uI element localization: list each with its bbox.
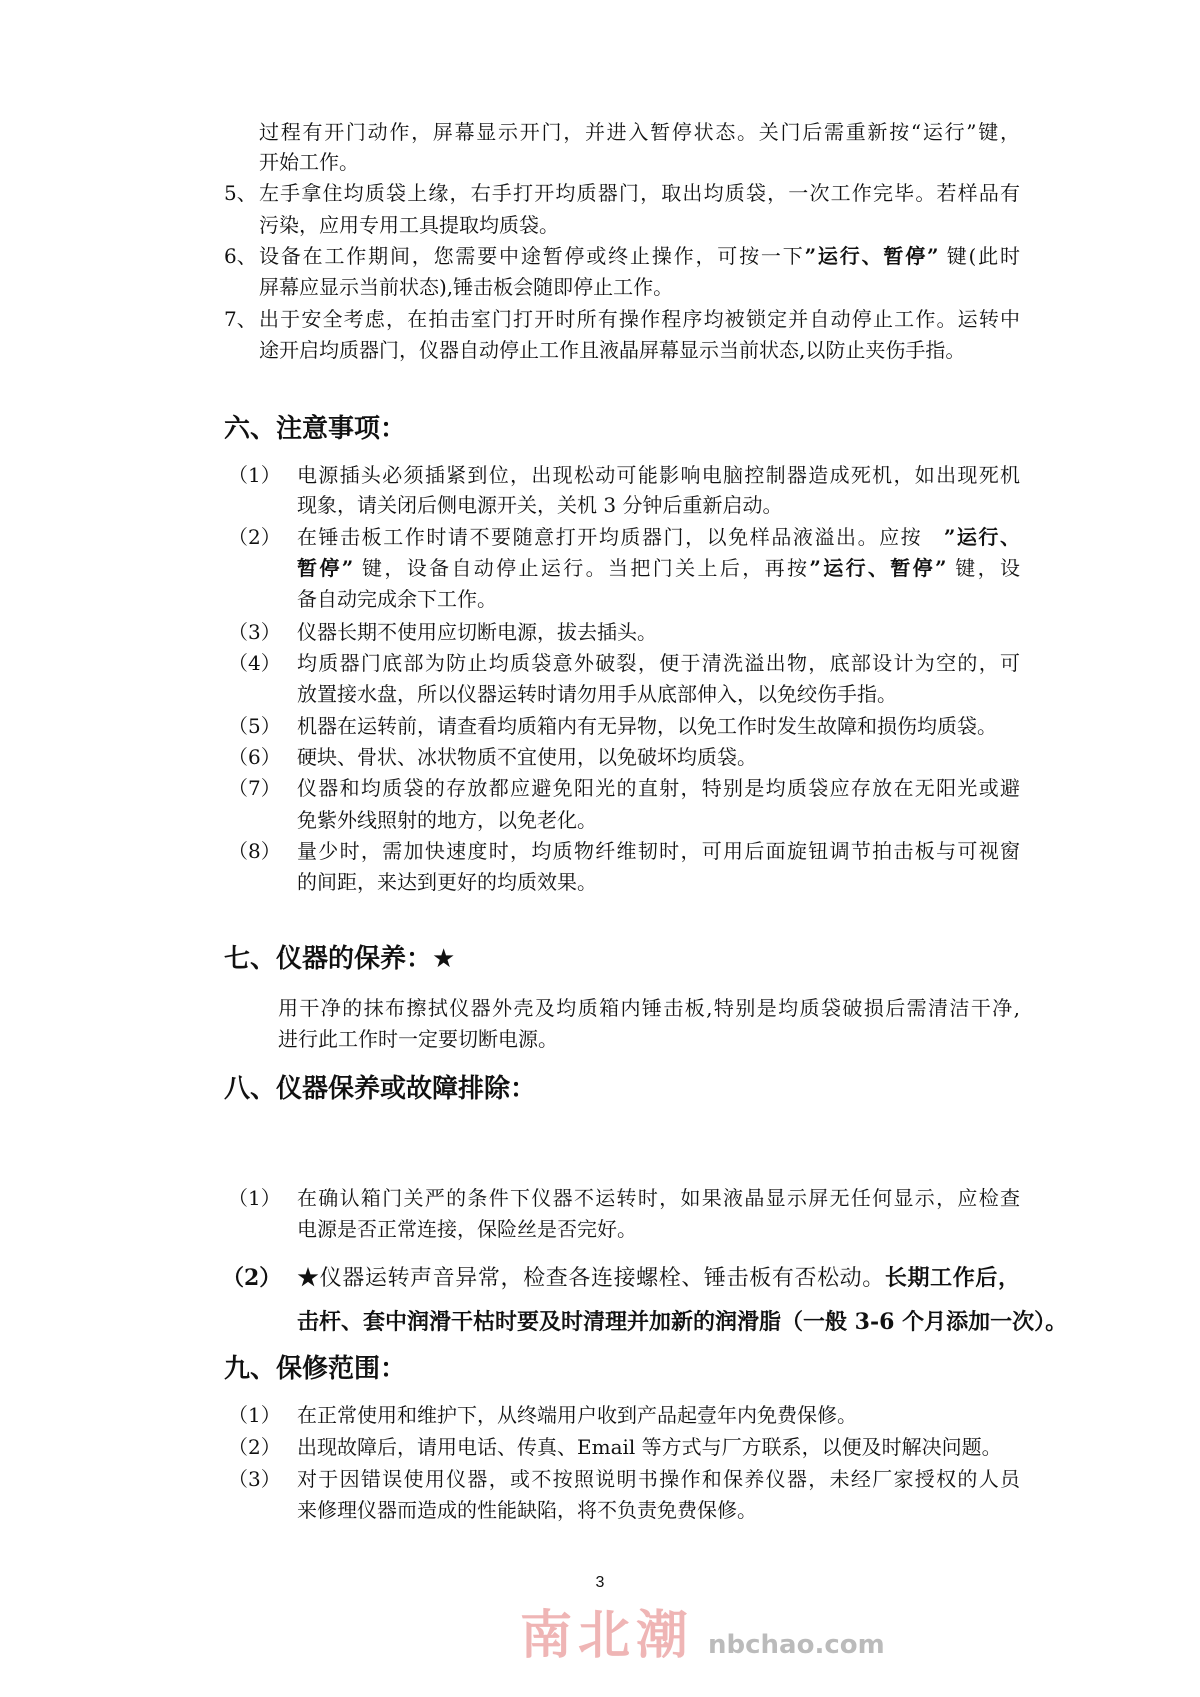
- text-line: 屏幕应显示当前状态),锤击板会随即停止工作。: [259, 275, 674, 299]
- section-heading: 七、仪器的保养：★: [224, 944, 456, 974]
- text-line: 过程有开门动作，屏幕显示开门，并进入暂停状态。关门后需重新按“运行”键，: [259, 120, 1020, 144]
- page-number: 3: [595, 1574, 605, 1591]
- text-line: 均质器门底部为防止均质袋意外破裂，便于清洗溢出物，底部设计为空的，可: [297, 651, 1020, 675]
- text-segment: 键，设备自动停止运行。当把门关上后，再按: [353, 556, 810, 580]
- text-line: 的间距，来达到更好的均质效果。: [297, 870, 597, 894]
- section-heading: 六、注意事项：: [224, 414, 407, 444]
- text-line: 来修理仪器而造成的性能缺陷，将不负责免费保修。: [297, 1498, 757, 1522]
- bold-text: 长期工作后，: [884, 1265, 1020, 1291]
- bold-text: ”运行、暂停”: [809, 556, 947, 580]
- bold-text: 暂停”: [297, 556, 354, 580]
- item-number: （1）: [228, 1186, 281, 1210]
- text-line: [297, 1309, 1067, 1335]
- text-line: [297, 1265, 1020, 1291]
- text-line: 途开启均质器门，仪器自动停止工作且液晶屏幕显示当前状态,以防止夹伤手指。: [259, 338, 966, 362]
- section-heading: 九、保修范围：: [224, 1354, 407, 1384]
- watermark: [520, 1606, 885, 1666]
- text-line: 左手拿住均质袋上缘，右手打开均质器门，取出均质袋，一次工作完毕。若样品有: [259, 181, 1020, 205]
- section-heading: 八、仪器保养或故障排除：: [224, 1074, 537, 1104]
- text-segment: 设备在工作期间，您需要中途暂停或终止操作，可按一下: [259, 244, 805, 268]
- text-line: 备自动完成余下工作。: [297, 587, 497, 611]
- text-line: 对于因错误使用仪器，或不按照说明书操作和保养仪器，未经厂家授权的人员: [297, 1467, 1020, 1491]
- text-segment: ★仪器运转声音异常，检查各连接螺栓、锤击板有否松动。: [297, 1266, 885, 1291]
- text-segment: 在锤击板工作时请不要随意打开均质器门，以免样品液溢出。应按: [297, 525, 944, 549]
- text-line: 现象，请关闭后侧电源开关，关机 3 分钟后重新启动。: [297, 493, 783, 517]
- bold-text: ”运行、: [943, 525, 1020, 549]
- text-line: [259, 243, 1020, 269]
- text-segment: 键(此时: [938, 244, 1020, 268]
- item-number: （8）: [228, 839, 281, 863]
- item-number: 6、: [224, 244, 257, 268]
- text-line: 出现故障后，请用电话、传真、Email 等方式与厂方联系，以便及时解决问题。: [297, 1435, 1002, 1459]
- item-number: （5）: [228, 714, 281, 738]
- watermark-domain: nbchao.com: [708, 1630, 885, 1660]
- text-line: 开始工作。: [259, 150, 359, 174]
- text-line: 在正常使用和维护下，从终端用户收到产品起壹年内免费保修。: [297, 1403, 857, 1427]
- text-line: 放置接水盘，所以仪器运转时请勿用手从底部伸入，以免绞伤手指。: [297, 682, 897, 706]
- watermark-brand: 南北潮: [520, 1605, 695, 1666]
- text-line: 机器在运转前，请查看均质箱内有无异物，以免工作时发生故障和损伤均质袋。: [297, 714, 997, 738]
- text-line: 仪器和均质袋的存放都应避免阳光的直射，特别是均质袋应存放在无阳光或避: [297, 776, 1020, 800]
- item-number: （1）: [228, 1403, 281, 1427]
- bold-text: 击杆、套中润滑干枯时要及时清理并加新的润滑脂（一般 3-6 个月添加一次）。: [297, 1309, 1068, 1335]
- item-number: 7、: [224, 307, 257, 331]
- item-number: 5、: [224, 181, 257, 205]
- item-number: （6）: [228, 745, 281, 769]
- item-number: （1）: [228, 463, 281, 487]
- text-line: [297, 524, 1020, 550]
- text-line: 电源是否正常连接，保险丝是否完好。: [297, 1217, 637, 1241]
- item-number: （3）: [228, 1467, 281, 1491]
- text-line: [297, 555, 1020, 581]
- item-number: （2）: [228, 525, 281, 549]
- text-line: 出于安全考虑，在拍击室门打开时所有操作程序均被锁定并自动停止工作。运转中: [259, 307, 1020, 331]
- text-line: 电源插头必须插紧到位，出现松动可能影响电脑控制器造成死机，如出现死机: [297, 463, 1020, 487]
- item-number: （7）: [228, 776, 281, 800]
- text-line: 用干净的抹布擦拭仪器外壳及均质箱内锤击板,特别是均质袋破损后需清洁干净,: [278, 996, 1020, 1020]
- text-line: 污染，应用专用工具提取均质袋。: [259, 213, 559, 237]
- item-number: （3）: [228, 620, 281, 644]
- text-segment: 键，设: [946, 556, 1020, 580]
- bold-text: ”运行、暂停”: [804, 244, 939, 268]
- text-line: 硬块、骨状、冰状物质不宜使用，以免破坏均质袋。: [297, 745, 757, 769]
- item-number: （2）: [228, 1435, 281, 1459]
- text-line: 进行此工作时一定要切断电源。: [278, 1027, 558, 1051]
- item-number: （2）: [222, 1265, 282, 1291]
- text-line: 仪器长期不使用应切断电源，拔去插头。: [297, 620, 657, 644]
- text-line: 量少时，需加快速度时，均质物纤维韧时，可用后面旋钮调节拍击板与可视窗: [297, 839, 1020, 863]
- text-line: 免紫外线照射的地方，以免老化。: [297, 808, 597, 832]
- item-number: （4）: [228, 651, 281, 675]
- text-line: 在确认箱门关严的条件下仪器不运转时，如果液晶显示屏无任何显示，应检查: [297, 1186, 1020, 1210]
